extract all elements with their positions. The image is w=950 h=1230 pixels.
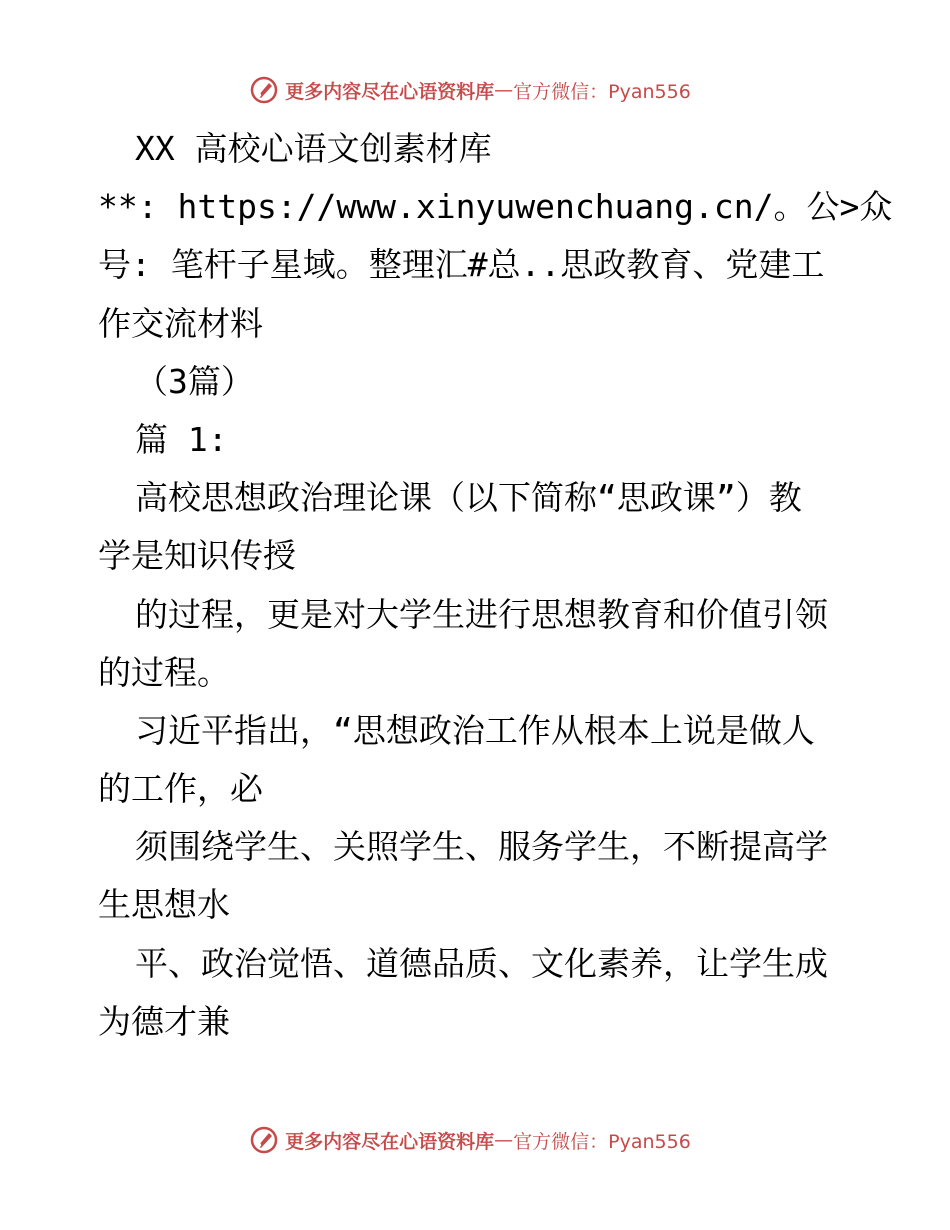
doc-line-14: 生思想水: [98, 885, 230, 925]
document-body: [98, 120, 893, 1051]
footer-banner: [0, 1120, 950, 1160]
doc-line-11: 习近平指出，“思想政治工作从根本上说是做人: [135, 710, 815, 750]
doc-line-13: 须围绕学生、关照学生、服务学生，不断提高学: [135, 827, 828, 867]
doc-line-10: 的过程。: [98, 652, 230, 692]
header-banner-inner: [249, 75, 691, 105]
banner-separator: —: [494, 79, 514, 101]
doc-line-6: 篇 1:: [135, 419, 228, 459]
banner-separator: —: [494, 1129, 514, 1151]
banner-wechat-text: 官方微信：Pyan556: [513, 80, 691, 103]
xinyu-logo-icon: [249, 75, 279, 105]
doc-line-9: 的过程，更是对大学生进行思想教育和价值引领: [135, 594, 828, 634]
footer-banner-inner: [249, 1125, 691, 1155]
banner-main-text: 更多内容尽在心语资料库: [285, 1130, 495, 1153]
doc-line-1: XX 高校心语文创素材库: [135, 129, 492, 168]
banner-main-text: 更多内容尽在心语资料库: [285, 80, 495, 103]
header-banner: [0, 70, 950, 110]
doc-line-2: **: https://www.xinyuwenchuang.cn/。公>众: [98, 187, 893, 227]
doc-line-7: 高校思想政治理论课（以下简称“思政课”）教: [135, 478, 802, 518]
doc-line-15: 平、政治觉悟、道德品质、文化素养，让学生成: [135, 943, 828, 983]
doc-line-3: 号: 笔杆子星域。整理汇#总..思政教育、党建工: [98, 245, 825, 285]
xinyu-logo-icon: [249, 1125, 279, 1155]
doc-line-12: 的工作，必: [98, 769, 263, 809]
banner-wechat-text: 官方微信：Pyan556: [513, 1130, 691, 1153]
doc-line-4: 作交流材料: [98, 303, 263, 343]
doc-line-8: 学是知识传授: [98, 536, 296, 576]
doc-line-5: （3篇）: [135, 361, 254, 401]
doc-line-16: 为德才兼: [98, 1001, 230, 1041]
